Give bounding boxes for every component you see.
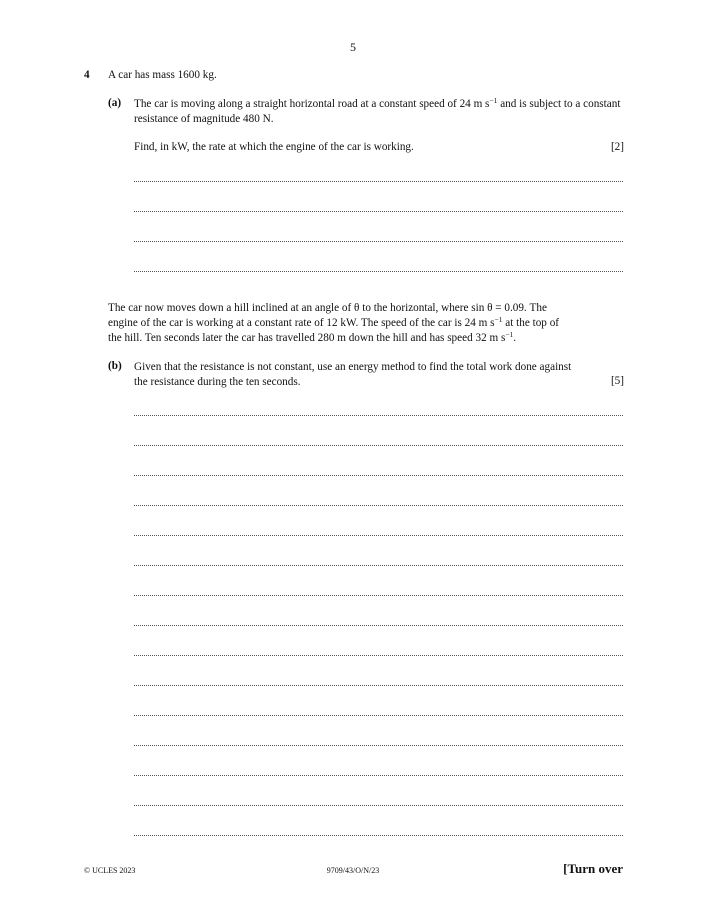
- answer-line[interactable]: [134, 745, 623, 746]
- answer-line[interactable]: [134, 211, 623, 212]
- part-a-instruction: Find, in kW, the rate at which the engine of the car is working.: [134, 141, 414, 153]
- context-paragraph: [108, 301, 628, 346]
- answer-line[interactable]: [134, 241, 623, 242]
- answer-line[interactable]: [134, 835, 623, 836]
- part-a-text-sup: −1: [489, 96, 498, 105]
- answer-line[interactable]: [134, 181, 623, 182]
- answer-line[interactable]: [134, 715, 623, 716]
- part-a-marks: [2]: [610, 141, 624, 153]
- question-intro: A car has mass 1600 kg.: [108, 69, 217, 81]
- context-line-3: the hill. Ten seconds later the car has travelled 280 m down the hill and has speed 32 m $s^{-1}$.: [108, 330, 517, 344]
- answer-line[interactable]: [134, 535, 623, 536]
- answer-line[interactable]: [134, 475, 623, 476]
- answer-line[interactable]: [134, 595, 623, 596]
- part-b-line-2: the resistance during the ten seconds.: [134, 376, 301, 388]
- answer-line[interactable]: [134, 805, 623, 806]
- answer-line[interactable]: [134, 565, 623, 566]
- part-a-text-main: The car is moving along a straight horizontal road at a constant speed of 24 m s: [134, 98, 490, 110]
- footer-paper-code: 9709/43/O/N/23: [326, 866, 380, 875]
- context-line-1: The car now moves down a hill inclined at an angle of θ to the horizontal, where sin θ = 0.09. The: [108, 302, 547, 314]
- page-number: 5: [350, 40, 356, 54]
- answer-line[interactable]: [134, 271, 623, 272]
- answer-line[interactable]: [134, 505, 623, 506]
- answer-line[interactable]: [134, 655, 623, 656]
- answer-line[interactable]: [134, 445, 623, 446]
- part-b-marks: [5]: [610, 375, 624, 387]
- answer-line[interactable]: [134, 415, 623, 416]
- part-b-text: [134, 360, 626, 390]
- part-a-text: [134, 97, 624, 127]
- part-a-label: (a): [108, 97, 122, 109]
- part-b-label: (b): [108, 360, 122, 372]
- context-line-2: engine of the car is working at a constant rate of 12 kW. The speed of the car is 24 m $s^{-1}$ at the top of: [108, 315, 560, 329]
- answer-line[interactable]: [134, 685, 623, 686]
- answer-line[interactable]: [134, 625, 623, 626]
- question-number: 4: [84, 69, 90, 81]
- part-a-text-after: and is subject to a constant resistance of magnitude 480 N.: [134, 98, 621, 125]
- part-b-line-1: Given that the resistance is not constant, use an energy method to find the total work done against: [134, 361, 572, 373]
- footer-copyright: © UCLES 2023: [84, 866, 136, 875]
- answer-line[interactable]: [134, 775, 623, 776]
- turn-over-label: [Turn over: [563, 861, 623, 876]
